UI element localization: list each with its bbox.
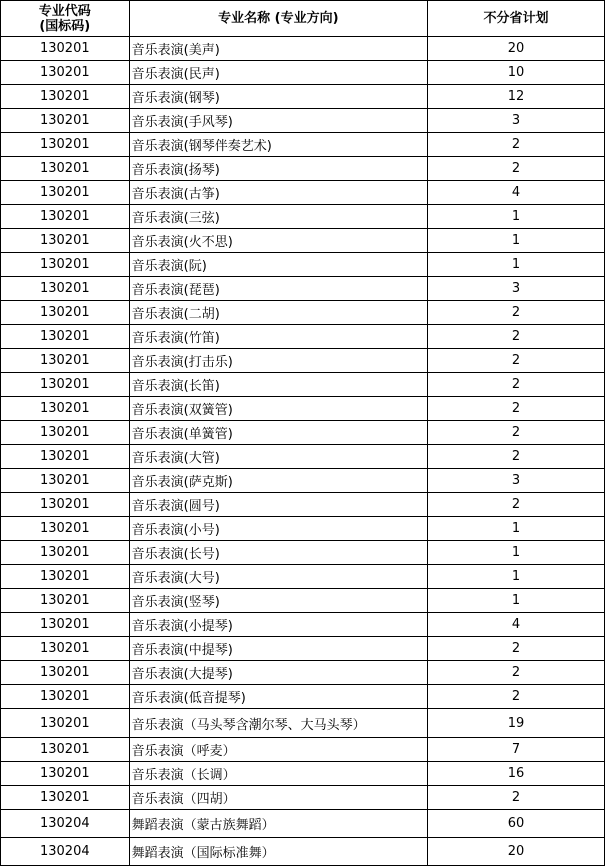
table-row — [1, 205, 605, 229]
major-name-cell: 音乐表演(小提琴) — [129, 613, 427, 637]
major-code-cell: 130201 — [1, 709, 130, 738]
major-code-cell: 130201 — [1, 469, 130, 493]
major-code-cell: 130201 — [1, 253, 130, 277]
plan-count-cell: 4 — [428, 181, 605, 205]
major-code-cell: 130201 — [1, 738, 130, 762]
major-name-cell: 音乐表演(钢琴伴奏艺术) — [129, 133, 427, 157]
major-code-cell: 130201 — [1, 661, 130, 685]
table-row — [1, 541, 605, 565]
major-name-cell: 音乐表演(竹笛) — [129, 325, 427, 349]
major-code-cell: 130201 — [1, 85, 130, 109]
plan-count-cell: 2 — [428, 373, 605, 397]
table-row — [1, 61, 605, 85]
plan-count-cell: 3 — [428, 277, 605, 301]
plan-count-cell: 4 — [428, 613, 605, 637]
major-name-cell: 音乐表演(琵琶) — [129, 277, 427, 301]
header-code-line1: 专业代码 — [38, 3, 91, 19]
table-header-row — [1, 1, 605, 37]
major-code-cell: 130201 — [1, 301, 130, 325]
major-code-cell: 130201 — [1, 421, 130, 445]
major-code-cell: 130201 — [1, 109, 130, 133]
major-code-cell: 130201 — [1, 685, 130, 709]
major-code-cell: 130204 — [1, 838, 130, 866]
major-name-cell: 音乐表演(单簧管) — [129, 421, 427, 445]
major-code-cell: 130201 — [1, 786, 130, 810]
table-row — [1, 810, 605, 838]
header-plan: 不分省计划 — [428, 1, 605, 37]
plan-count-cell: 1 — [428, 589, 605, 613]
plan-count-cell: 2 — [428, 349, 605, 373]
major-name-cell: 音乐表演(阮) — [129, 253, 427, 277]
plan-count-cell: 2 — [428, 685, 605, 709]
plan-count-cell: 2 — [428, 397, 605, 421]
table-row — [1, 786, 605, 810]
plan-count-cell: 2 — [428, 421, 605, 445]
major-code-cell: 130204 — [1, 810, 130, 838]
plan-count-cell: 20 — [428, 838, 605, 866]
plan-count-cell: 2 — [428, 493, 605, 517]
table-row — [1, 445, 605, 469]
table-row — [1, 661, 605, 685]
major-name-cell: 音乐表演(萨克斯) — [129, 469, 427, 493]
table-row — [1, 565, 605, 589]
plan-count-cell: 2 — [428, 325, 605, 349]
major-name-cell: 音乐表演（马头琴含潮尔琴、大马头琴） — [129, 709, 427, 738]
major-code-cell: 130201 — [1, 589, 130, 613]
major-code-cell: 130201 — [1, 133, 130, 157]
major-name-cell: 音乐表演（长调） — [129, 762, 427, 786]
plan-count-cell: 2 — [428, 661, 605, 685]
major-name-cell: 音乐表演(民声) — [129, 61, 427, 85]
major-code-cell: 130201 — [1, 277, 130, 301]
table-row — [1, 469, 605, 493]
table-row — [1, 229, 605, 253]
major-code-cell: 130201 — [1, 37, 130, 61]
table-row — [1, 685, 605, 709]
major-code-cell: 130201 — [1, 762, 130, 786]
major-name-cell: 音乐表演(古筝) — [129, 181, 427, 205]
major-name-cell: 音乐表演（四胡） — [129, 786, 427, 810]
major-code-cell: 130201 — [1, 397, 130, 421]
major-name-cell: 音乐表演(小号) — [129, 517, 427, 541]
major-name-cell: 音乐表演(大提琴) — [129, 661, 427, 685]
table-row — [1, 253, 605, 277]
plan-count-cell: 2 — [428, 301, 605, 325]
plan-count-cell: 2 — [428, 637, 605, 661]
major-name-cell: 音乐表演(长号) — [129, 541, 427, 565]
table-row — [1, 277, 605, 301]
table-row — [1, 738, 605, 762]
major-code-cell: 130201 — [1, 349, 130, 373]
major-code-cell: 130201 — [1, 373, 130, 397]
major-code-cell: 130201 — [1, 613, 130, 637]
major-name-cell: 音乐表演(长笛) — [129, 373, 427, 397]
major-code-cell: 130201 — [1, 493, 130, 517]
plan-count-cell: 2 — [428, 445, 605, 469]
table-row — [1, 37, 605, 61]
plan-count-cell: 1 — [428, 205, 605, 229]
table-row — [1, 349, 605, 373]
major-name-cell: 舞蹈表演（蒙古族舞蹈） — [129, 810, 427, 838]
plan-count-cell: 1 — [428, 229, 605, 253]
table-row — [1, 157, 605, 181]
plan-count-cell: 2 — [428, 133, 605, 157]
major-name-cell: 舞蹈表演（国际标准舞） — [129, 838, 427, 866]
major-name-cell: 音乐表演(中提琴) — [129, 637, 427, 661]
table-row — [1, 493, 605, 517]
plan-count-cell: 2 — [428, 157, 605, 181]
plan-count-cell: 12 — [428, 85, 605, 109]
major-name-cell: 音乐表演(打击乐) — [129, 349, 427, 373]
major-name-cell: 音乐表演(火不思) — [129, 229, 427, 253]
major-code-cell: 130201 — [1, 229, 130, 253]
header-major-name: 专业名称 (专业方向) — [129, 1, 427, 37]
table-row — [1, 709, 605, 738]
plan-count-cell: 1 — [428, 253, 605, 277]
plan-count-cell: 60 — [428, 810, 605, 838]
major-code-cell: 130201 — [1, 205, 130, 229]
major-name-cell: 音乐表演(美声) — [129, 37, 427, 61]
table-row — [1, 85, 605, 109]
major-code-cell: 130201 — [1, 541, 130, 565]
header-major-code — [1, 1, 130, 37]
table-row — [1, 637, 605, 661]
table-row — [1, 589, 605, 613]
major-name-cell: 音乐表演(竖琴) — [129, 589, 427, 613]
major-code-cell: 130201 — [1, 565, 130, 589]
major-name-cell: 音乐表演(二胡) — [129, 301, 427, 325]
major-code-cell: 130201 — [1, 157, 130, 181]
table-row — [1, 325, 605, 349]
major-name-cell: 音乐表演(大号) — [129, 565, 427, 589]
plan-count-cell: 19 — [428, 709, 605, 738]
table-row — [1, 133, 605, 157]
table-row — [1, 373, 605, 397]
plan-count-cell: 1 — [428, 565, 605, 589]
major-name-cell: 音乐表演(低音提琴) — [129, 685, 427, 709]
major-code-cell: 130201 — [1, 445, 130, 469]
major-code-cell: 130201 — [1, 325, 130, 349]
table-row — [1, 762, 605, 786]
major-code-cell: 130201 — [1, 517, 130, 541]
plan-count-cell: 16 — [428, 762, 605, 786]
table-row — [1, 109, 605, 133]
header-code-line2: (国标码) — [39, 18, 91, 34]
table-row — [1, 181, 605, 205]
major-code-cell: 130201 — [1, 181, 130, 205]
major-name-cell: 音乐表演(手风琴) — [129, 109, 427, 133]
table-row — [1, 301, 605, 325]
table-row — [1, 421, 605, 445]
table-row — [1, 613, 605, 637]
major-name-cell: 音乐表演(钢琴) — [129, 85, 427, 109]
plan-count-cell: 20 — [428, 37, 605, 61]
table-row — [1, 838, 605, 866]
major-name-cell: 音乐表演（呼麦） — [129, 738, 427, 762]
major-name-cell: 音乐表演(扬琴) — [129, 157, 427, 181]
major-code-cell: 130201 — [1, 637, 130, 661]
plan-count-cell: 1 — [428, 541, 605, 565]
major-name-cell: 音乐表演(大管) — [129, 445, 427, 469]
plan-count-cell: 3 — [428, 109, 605, 133]
plan-count-cell: 1 — [428, 517, 605, 541]
plan-count-cell: 10 — [428, 61, 605, 85]
major-code-cell: 130201 — [1, 61, 130, 85]
major-name-cell: 音乐表演(三弦) — [129, 205, 427, 229]
plan-count-cell: 3 — [428, 469, 605, 493]
plan-count-cell: 7 — [428, 738, 605, 762]
table-row — [1, 397, 605, 421]
plan-count-cell: 2 — [428, 786, 605, 810]
table-row — [1, 517, 605, 541]
major-name-cell: 音乐表演(双簧管) — [129, 397, 427, 421]
major-name-cell: 音乐表演(圆号) — [129, 493, 427, 517]
